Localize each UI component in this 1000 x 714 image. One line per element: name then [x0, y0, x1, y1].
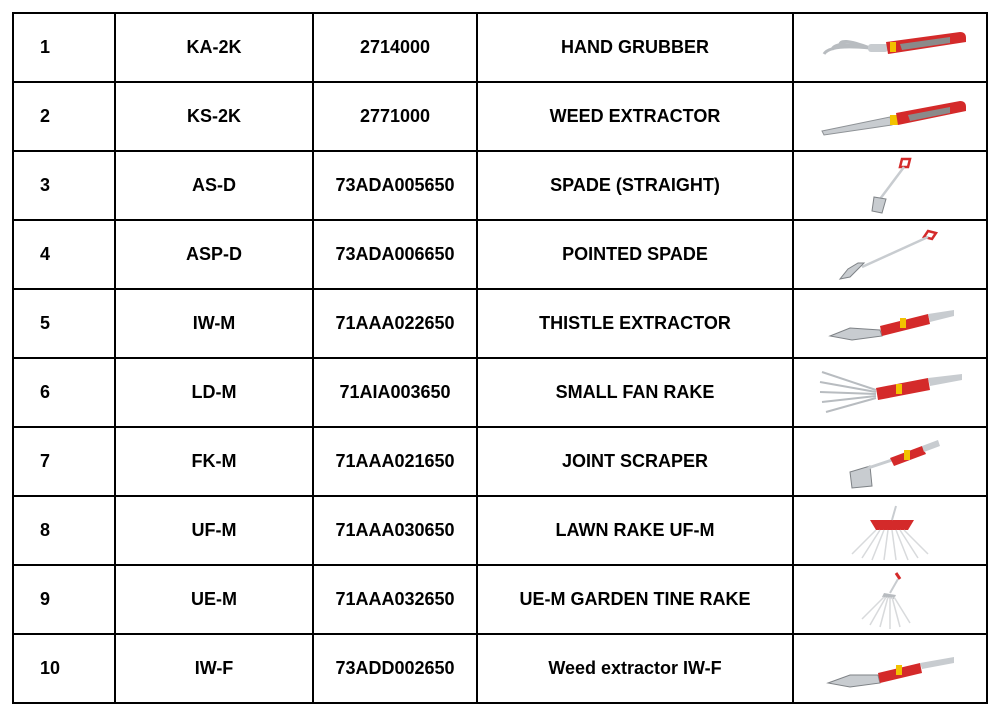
model-cell: KA-2K [115, 13, 313, 82]
row-number: 7 [13, 427, 115, 496]
straight-spade-icon [810, 155, 970, 217]
table-row [13, 220, 987, 289]
row-number: 3 [13, 151, 115, 220]
weed-extractor-icon [810, 87, 970, 147]
product-name-cell: Weed extractor IW-F [477, 634, 793, 703]
table-row [13, 13, 987, 82]
product-image-cell [793, 634, 987, 703]
table-row [13, 565, 987, 634]
row-number: 1 [13, 13, 115, 82]
article-code-cell: 2714000 [313, 13, 477, 82]
article-code-cell: 73ADA005650 [313, 151, 477, 220]
table-row [13, 358, 987, 427]
table-row [13, 496, 987, 565]
row-number: 5 [13, 289, 115, 358]
table-row [13, 82, 987, 151]
table-row [13, 151, 987, 220]
article-code-cell: 2771000 [313, 82, 477, 151]
product-table-container [12, 12, 988, 702]
model-cell: IW-F [115, 634, 313, 703]
product-image-cell [793, 13, 987, 82]
row-number: 8 [13, 496, 115, 565]
row-number: 6 [13, 358, 115, 427]
article-code-cell: 71AAA032650 [313, 565, 477, 634]
product-name-cell: THISTLE EXTRACTOR [477, 289, 793, 358]
pointed-spade-icon [810, 225, 970, 285]
hand-grubber-icon [810, 18, 970, 78]
product-image-cell [793, 496, 987, 565]
garden-tine-rake-icon [810, 569, 970, 631]
product-image-cell [793, 82, 987, 151]
table-row [13, 289, 987, 358]
model-cell: LD-M [115, 358, 313, 427]
table-row [13, 427, 987, 496]
product-image-cell [793, 427, 987, 496]
small-fan-rake-icon [810, 364, 970, 422]
product-name-cell: LAWN RAKE UF-M [477, 496, 793, 565]
model-cell: UF-M [115, 496, 313, 565]
article-code-cell: 73ADA006650 [313, 220, 477, 289]
product-name-cell: WEED EXTRACTOR [477, 82, 793, 151]
row-number: 4 [13, 220, 115, 289]
lawn-rake-icon [810, 500, 970, 562]
product-image-cell [793, 565, 987, 634]
model-cell: ASP-D [115, 220, 313, 289]
product-name-cell: UE-M GARDEN TINE RAKE [477, 565, 793, 634]
article-code-cell: 71AAA022650 [313, 289, 477, 358]
model-cell: FK-M [115, 427, 313, 496]
product-name-cell: SPADE (STRAIGHT) [477, 151, 793, 220]
model-cell: KS-2K [115, 82, 313, 151]
article-code-cell: 71AAA021650 [313, 427, 477, 496]
product-image-cell [793, 358, 987, 427]
product-name-cell: JOINT SCRAPER [477, 427, 793, 496]
product-image-cell [793, 289, 987, 358]
product-name-cell: SMALL FAN RAKE [477, 358, 793, 427]
weed-extractor-icon [810, 641, 970, 697]
article-code-cell: 73ADD002650 [313, 634, 477, 703]
product-image-cell [793, 220, 987, 289]
model-cell: AS-D [115, 151, 313, 220]
product-name-cell: HAND GRUBBER [477, 13, 793, 82]
product-name-cell: POINTED SPADE [477, 220, 793, 289]
product-image-cell [793, 151, 987, 220]
article-code-cell: 71AIA003650 [313, 358, 477, 427]
model-cell: IW-M [115, 289, 313, 358]
article-code-cell: 71AAA030650 [313, 496, 477, 565]
thistle-extractor-icon [810, 296, 970, 352]
product-table [12, 12, 988, 704]
joint-scraper-icon [810, 432, 970, 492]
row-number: 9 [13, 565, 115, 634]
table-row [13, 634, 987, 703]
row-number: 2 [13, 82, 115, 151]
row-number: 10 [13, 634, 115, 703]
model-cell: UE-M [115, 565, 313, 634]
